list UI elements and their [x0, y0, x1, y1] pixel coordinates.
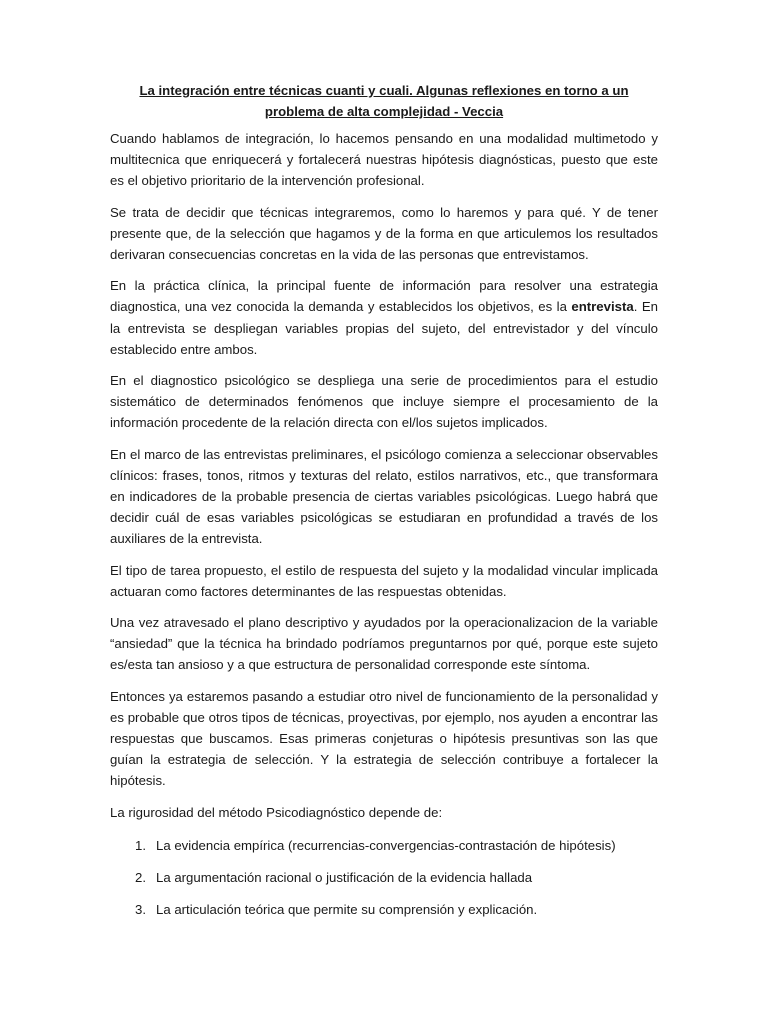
list-item-text: La argumentación racional o justificación de la evidencia hallada: [156, 870, 533, 886]
list-intro: La rigurosidad del método Psicodiagnóstico depende de:: [110, 804, 443, 820]
paragraph-8: Entonces ya estaremos pasando a estudiar otro nivel de funcionamiento de la personalidad y es probable que otros tipos de técnicas, proyectivas, por ejemplo, nos ayuden a encontrar las respuestas que buscamos. Esas primeras conjeturas o hipótesis presuntivas son las que guían la estrategia de selección. Y la estrategia de selección contribuye a fortalecer la hipótesis.: [110, 688, 658, 789]
paragraph-5: En el marco de las entrevistas preliminares, el psicólogo comienza a seleccionar observables clínicos: frases, tonos, ritmos y texturas del relato, estilos narrativos, etc., que transformara en indicadores de la probable presencia de ciertas variables psicológicas. Luego habrá que decidir cuál de esas variables psicológicas se estudiaran en profundidad a través de los auxiliares de la entrevista.: [110, 446, 658, 547]
paragraph-3-text-after: . En la entrevista se despliegan variables propias del sujeto, del entrevistador y del vínculo establecido entre ambos.: [110, 299, 658, 357]
list-item-number: 1.: [135, 837, 146, 853]
list-item-text: La articulación teórica que permite su comprensión y explicación.: [156, 902, 538, 918]
paragraph-7: Una vez atravesado el plano descriptivo y ayudados por la operacionalizacion de la variable “ansiedad” que la técnica ha brindado podríamos preguntarnos por qué, porque este sujeto es/esta tan ansioso y a que estructura de personalidad corresponde este síntoma.: [110, 615, 658, 673]
list-item-text: La evidencia empírica (recurrencias-convergencias-contrastación de hipótesis): [156, 837, 616, 853]
document-title: La integración entre técnicas cuanti y cuali. Algunas reflexiones en torno a un problema de alta complejidad - Veccia: [139, 83, 629, 119]
paragraph-4: En el diagnostico psicológico se despliega una serie de procedimientos para el estudio sistemático de determinados fenómenos que incluye siempre el procesamiento de la información procedente de la relación directa con el/los sujetos implicados.: [110, 373, 658, 431]
list-item-number: 2.: [135, 870, 146, 886]
paragraph-6: El tipo de tarea propuesto, el estilo de respuesta del sujeto y la modalidad vincular implicada actuaran como factores determinantes de las respuestas obtenidas.: [110, 562, 658, 599]
paragraph-3: [110, 275, 658, 360]
paragraph-3-text-before: En la práctica clínica, la principal fuente de información para resolver una estrategia diagnostica, una vez conocida la demanda y establecidos los objetivos, es la: [110, 278, 658, 315]
list-item: [110, 835, 658, 856]
list-item-number: 3.: [135, 902, 146, 918]
bold-term-entrevista: entrevista: [571, 299, 634, 315]
list-item: [110, 899, 658, 920]
paragraph-2: Se trata de decidir que técnicas integraremos, como lo haremos y para qué. Y de tener presente que, de la selección que hagamos y de la forma en que articulemos los resultados derivaran consecuencias concretas en la vida de las personas que entrevistamos.: [110, 204, 658, 263]
list-item: [110, 867, 658, 888]
paragraph-1: Cuando hablamos de integración, lo hacemos pensando en una modalidad multimetodo y multitecnica que enriquecerá y fortalecerá nuestras hipótesis diagnósticas, puesto que este es el objetivo prioritario de la intervención profesional.: [110, 131, 658, 189]
numbered-list: [110, 835, 658, 921]
